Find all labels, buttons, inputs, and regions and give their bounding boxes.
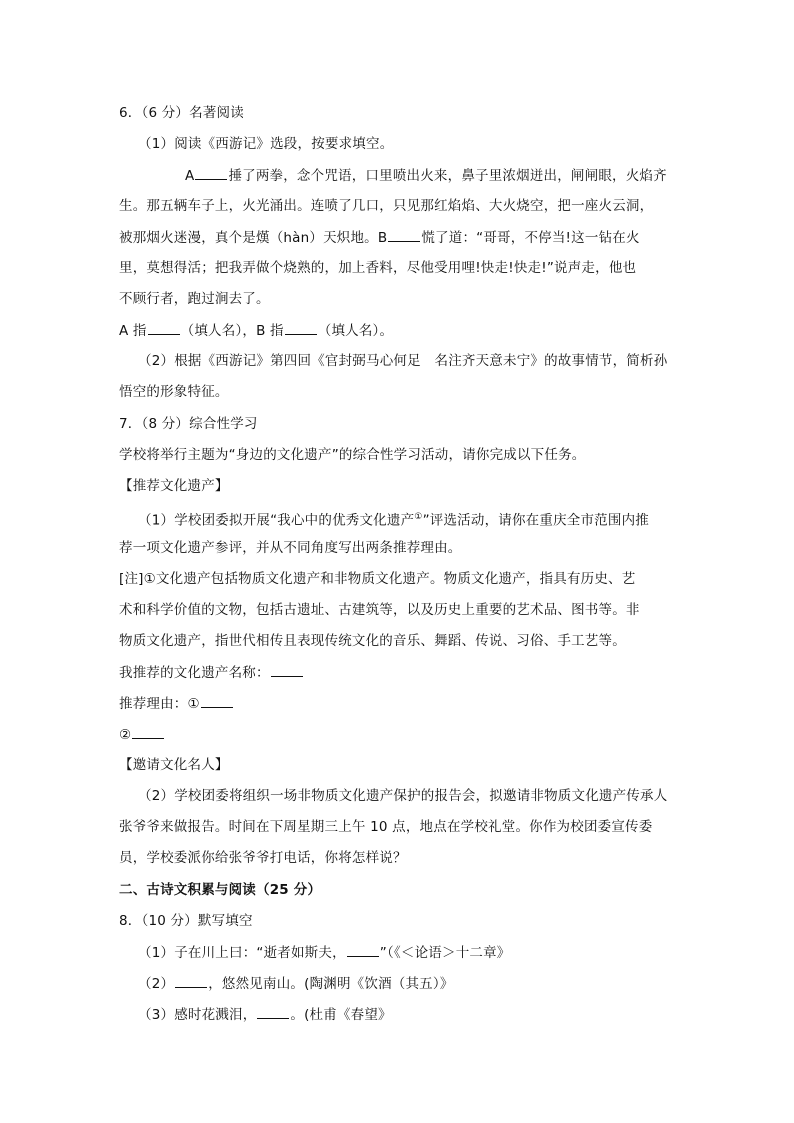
q8-blank1[interactable] xyxy=(347,942,379,957)
q8-blank3[interactable] xyxy=(257,1004,289,1019)
q8-line3 xyxy=(138,1004,392,1025)
q7-text: （1）学校团委拟开展“我心中的优秀文化遗产 xyxy=(138,512,415,529)
note-label: [注] xyxy=(119,571,144,587)
fill-a-label: A 指 xyxy=(119,323,147,339)
q7-reason-line2 xyxy=(119,724,165,745)
q6-title: 6．（6 分）名著阅读 xyxy=(119,105,244,121)
q7-s2-line1: （2）学校团委将组织一场非物质文化遗产保护的报告会，拟邀请非物质文化遗产传承人 xyxy=(138,788,668,804)
q8-text: ，悠然见南山。(陶渊明《饮酒（其五）》 xyxy=(208,976,454,992)
q7-reason-line1 xyxy=(119,693,234,714)
blank-b[interactable] xyxy=(388,227,420,242)
q7-name-line xyxy=(119,662,304,683)
reason2-blank[interactable] xyxy=(132,724,164,739)
answer-blank-b[interactable] xyxy=(285,320,317,335)
q7-title: 7．（8 分）综合性学习 xyxy=(119,416,258,432)
q7-s1-line2: 荐一项文化遗产参评，并从不同角度写出两条推荐理由。 xyxy=(119,540,462,556)
footnote-marker: ① xyxy=(414,512,423,522)
q6-passage-line3 xyxy=(119,227,640,248)
q8-text: 。(杜甫《春望》 xyxy=(290,1007,392,1023)
passage-a-label: A xyxy=(185,168,195,184)
fill-hint: （填人名），B 指 xyxy=(180,323,284,339)
q6-sub1: （1）阅读《西游记》选段，按要求填空。 xyxy=(138,136,394,152)
q6-passage-line5: 不顾行者，跑过涧去了。 xyxy=(119,291,270,307)
reason1-blank[interactable] xyxy=(201,693,233,708)
part2-heading: 二、古诗文积累与阅读（25 分） xyxy=(119,882,322,898)
q8-text: ”（《＜论语＞十二章》 xyxy=(379,945,511,961)
q7-note-line2: 术和科学价值的文物，包括古遗址、古建筑等，以及历史上重要的艺术品、图书等。非 xyxy=(119,602,640,618)
fill-hint: （填人名）。 xyxy=(317,323,394,339)
answer-blank-a[interactable] xyxy=(148,320,180,335)
q7-note-line1 xyxy=(119,569,635,589)
q7-section2-heading: 【邀请文化名人】 xyxy=(119,757,229,773)
q7-note-line3: 物质文化遗产，指世代相传且表现传统文化的音乐、舞蹈、传说、习俗、手工艺等。 xyxy=(119,633,626,649)
reason-marker: ② xyxy=(119,727,132,743)
q6-passage-line1 xyxy=(185,165,667,186)
heritage-name-blank[interactable] xyxy=(271,662,303,677)
q8-line2 xyxy=(138,973,454,994)
q8-blank2[interactable] xyxy=(175,973,207,988)
q6-sub2-line2: 悟空的形象特征。 xyxy=(119,384,229,400)
name-label: 我推荐的文化遗产名称： xyxy=(119,665,270,681)
q7-s2-line3: 员，学校委派你给张爷爷打电话，你将怎样说？ xyxy=(119,850,407,866)
passage-text: 被那烟火迷漫，真个是熯（hàn）天炽地。B xyxy=(119,230,388,246)
passage-text: 捶了两拳，念个咒语，口里喷出火来，鼻子里浓烟迸出，闸闸眼，火焰齐 xyxy=(228,168,667,184)
q8-text: （2） xyxy=(138,976,175,992)
q7-section1-heading: 【推荐文化遗产】 xyxy=(119,478,229,494)
q6-fill-line xyxy=(119,320,393,341)
q6-passage-line4: 里，莫想得活；把我弄做个烧熟的，加上香料，尽他受用哩!快走!快走!”说声走，他也 xyxy=(119,260,637,276)
q7-s2-line2: 张爷爷来做报告。时间在下周星期三上午 10 点，地点在学校礼堂。你作为校团委宣传委 xyxy=(119,819,653,835)
q6-sub2-line1: （2）根据《西游记》第四回《官封弼马心何足 名注齐天意未宁》的故事情节，简析孙 xyxy=(138,353,668,369)
note-marker: ① xyxy=(143,571,156,587)
q7-text: ”评选活动，请你在重庆全市范围内推 xyxy=(422,512,649,529)
q8-text: （3）感时花溅泪， xyxy=(138,1007,257,1023)
q8-text: （1）子在川上曰：“逝者如斯夫， xyxy=(138,945,346,961)
reason-label: 推荐理由： xyxy=(119,696,188,712)
q6-passage-line2: 生。那五辆车子上，火光涌出。连喷了几口，只见那红焰焰、大火烧空，把一座火云洞， xyxy=(119,198,654,214)
blank-a[interactable] xyxy=(195,165,227,180)
reason-marker: ① xyxy=(187,696,200,712)
q7-intro: 学校将举行主题为“身边的文化遗产”的综合性学习活动，请你完成以下任务。 xyxy=(119,447,586,463)
q8-title: 8．（10 分）默写填空 xyxy=(119,913,253,929)
passage-text: 慌了道：“哥哥，不停当!这一钻在火 xyxy=(421,230,640,246)
q8-line1 xyxy=(138,942,511,963)
note-text: 文化遗产包括物质文化遗产和非物质文化遗产。物质文化遗产，指具有历史、艺 xyxy=(155,571,636,587)
q7-s1-line1 xyxy=(138,507,649,531)
